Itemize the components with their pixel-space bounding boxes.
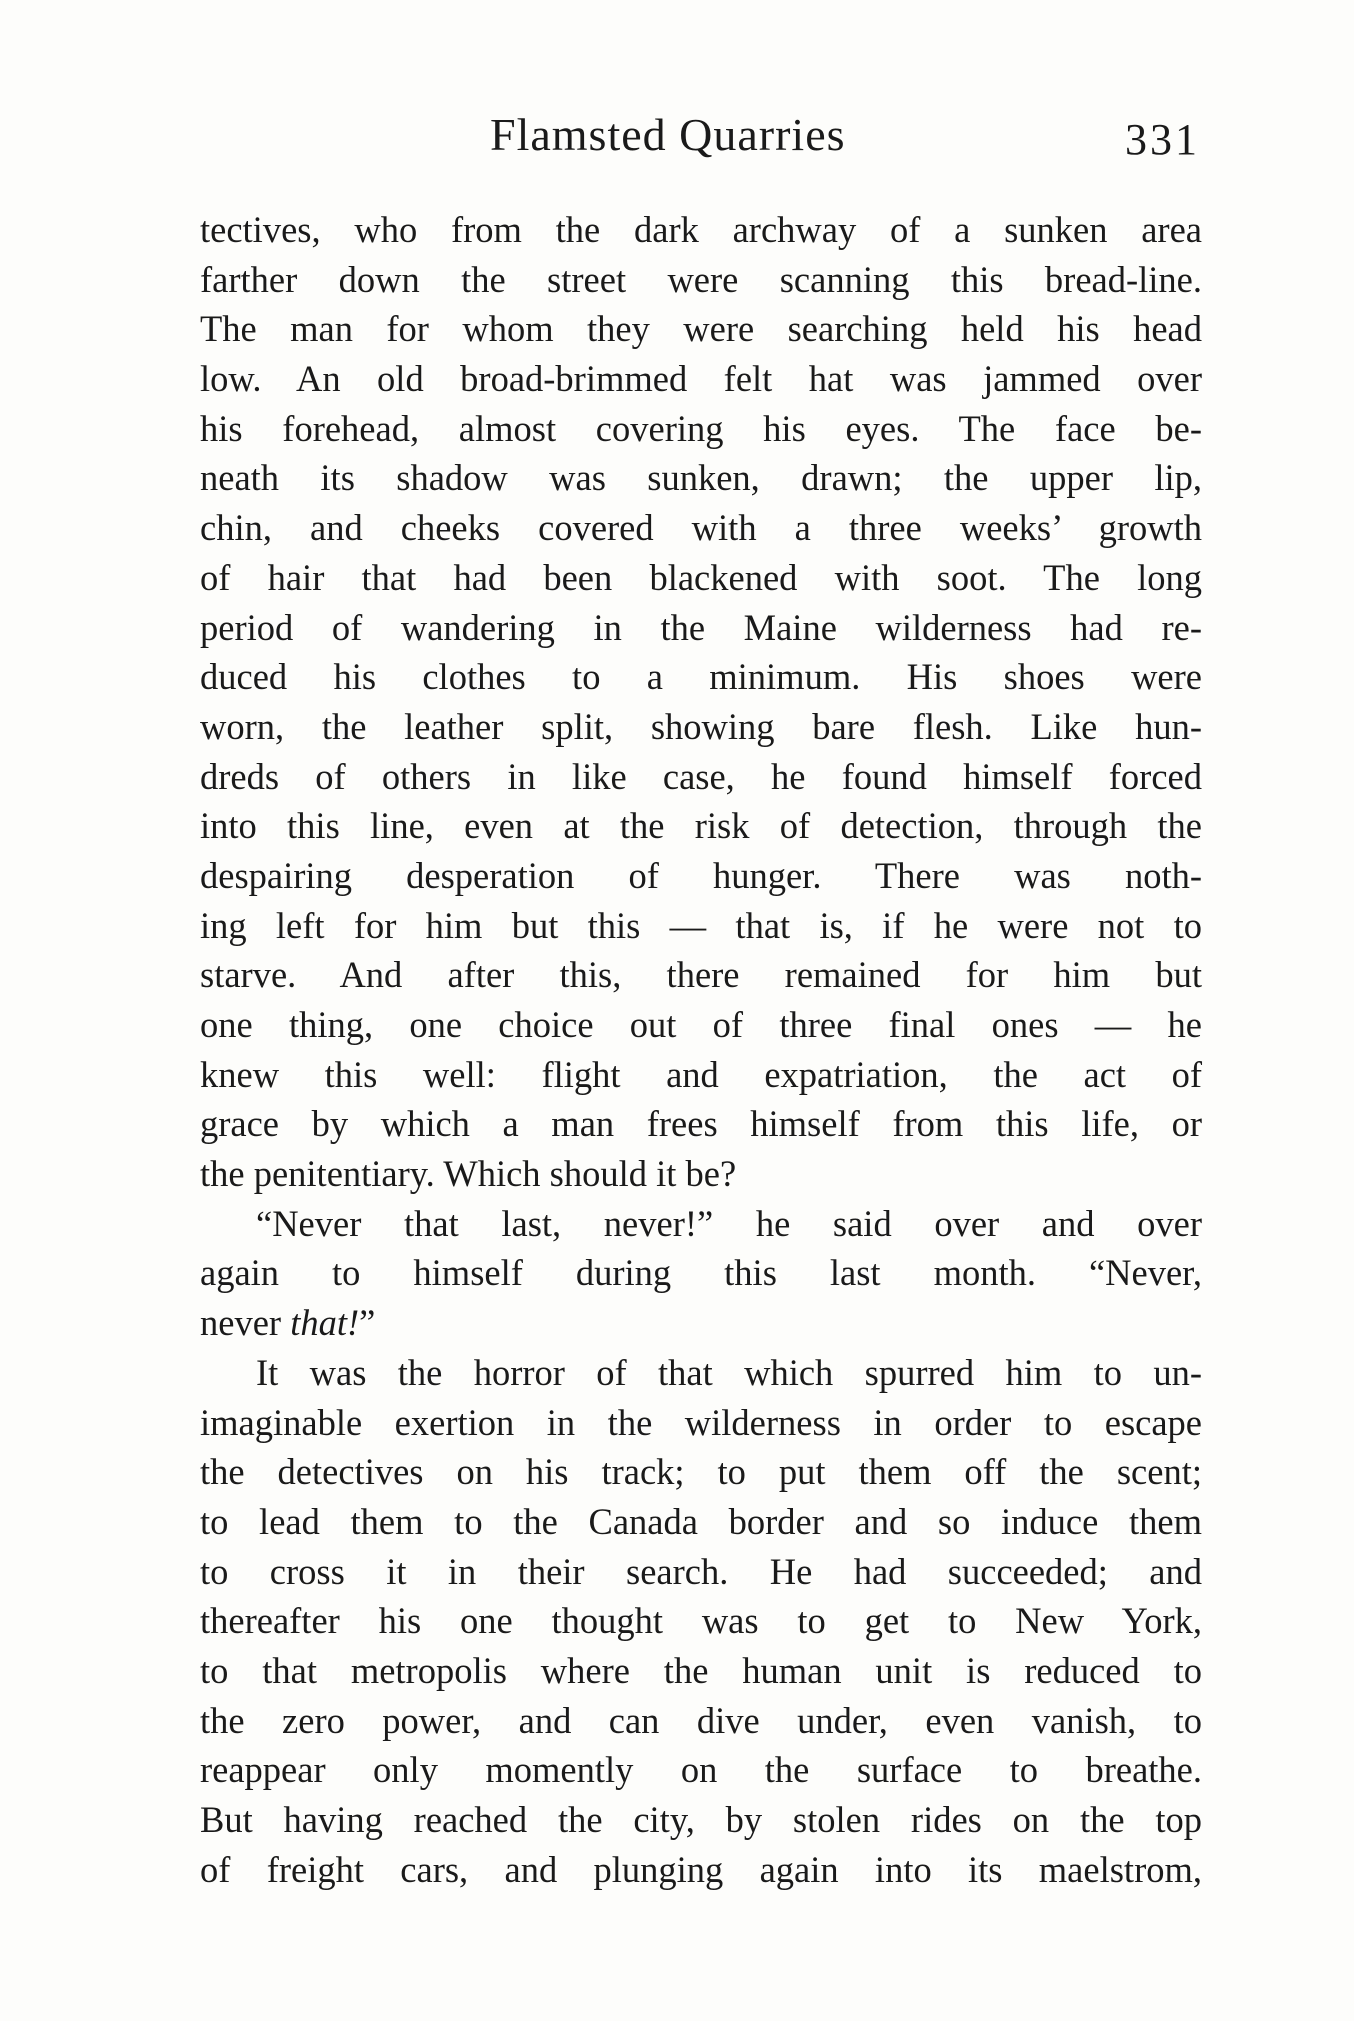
text-line: farther down the street were scanning this bread-line. (200, 258, 1202, 300)
text-line: despairing desperation of hunger. There was noth- (200, 854, 1202, 896)
running-head-title: Flamsted Quarries (490, 109, 846, 160)
body-text (200, 205, 1202, 1894)
text-line: his forehead, almost covering his eyes. The face be- (200, 407, 1202, 449)
text-line: into this line, even at the risk of detection, through the (200, 805, 1202, 847)
page-number: 331 (1125, 115, 1200, 164)
running-head (200, 108, 1200, 168)
text-line: duced his clothes to a minimum. His shoes were (200, 656, 1202, 698)
text-line: The man for whom they were searching held his head (200, 308, 1202, 350)
text-line: again to himself during this last month. “Never, (200, 1252, 1202, 1294)
text-line: of freight cars, and plunging again into its maelstrom, (200, 1848, 1202, 1890)
text-line: imaginable exertion in the wilderness in order to escape (200, 1401, 1202, 1443)
text-line: thereafter his one thought was to get to New York, (200, 1600, 1202, 1642)
text-line: chin, and cheeks covered with a three weeks’ growth (200, 507, 1202, 549)
text-line: tectives, who from the dark archway of a sunken area (200, 209, 1202, 250)
text-line: the detectives on his track; to put them off the scent; (200, 1451, 1202, 1493)
text-line-italic (200, 1298, 1202, 1348)
text-line: knew this well: flight and expatriation, the act of (200, 1053, 1202, 1095)
text-line: “Never that last, never!” he said over and over (256, 1202, 1202, 1244)
text-line: It was the horror of that which spurred him to un- (256, 1351, 1202, 1393)
text-line: neath its shadow was sunken, drawn; the upper lip, (200, 457, 1202, 499)
text-span: ” (359, 1302, 376, 1344)
text-line: ing left for him but this — that is, if he were not to (200, 904, 1202, 946)
text-line: low. An old broad-brimmed felt hat was jammed over (200, 358, 1202, 400)
text-line: reappear only momently on the surface to breathe. (200, 1749, 1202, 1791)
text-line: of hair that had been blackened with soot. The long (200, 556, 1202, 598)
text-line: to that metropolis where the human unit is reduced to (200, 1649, 1202, 1691)
text-line: dreds of others in like case, he found himself forced (200, 755, 1202, 797)
text-line: starve. And after this, there remained for him but (200, 954, 1202, 996)
text-line: period of wandering in the Maine wilderness had re- (200, 606, 1202, 648)
text-line: worn, the leather split, showing bare flesh. Like hun- (200, 705, 1202, 747)
text-line: the penitentiary. Which should it be? (200, 1153, 737, 1195)
text-span: never (200, 1302, 291, 1344)
text-line: to cross it in their search. He had succeeded; and (200, 1550, 1202, 1592)
text-line: to lead them to the Canada border and so induce them (200, 1500, 1202, 1542)
text-line: the zero power, and can dive under, even vanish, to (200, 1699, 1202, 1741)
text-line: one thing, one choice out of three final ones — he (200, 1004, 1202, 1045)
text-line: But having reached the city, by stolen rides on the top (200, 1799, 1202, 1840)
italic-text: that! (290, 1302, 360, 1344)
text-line: grace by which a man frees himself from this life, or (200, 1103, 1202, 1145)
